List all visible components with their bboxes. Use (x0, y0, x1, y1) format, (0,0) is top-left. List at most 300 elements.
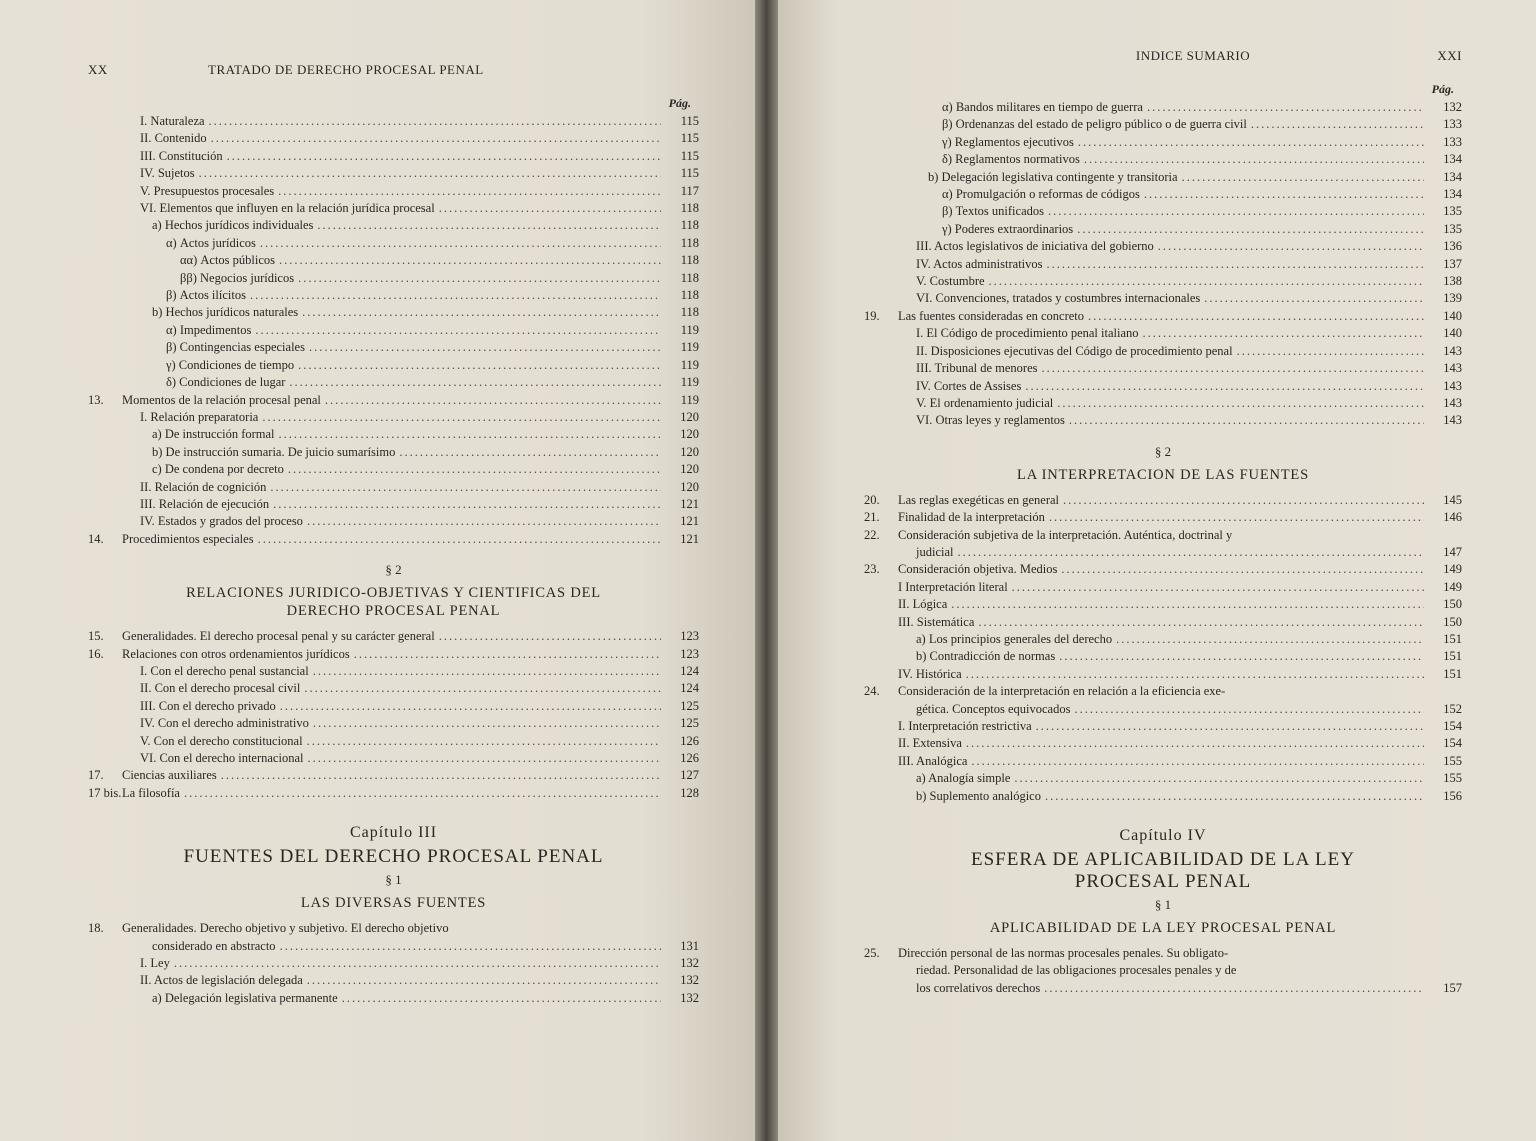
entry-text: β) Ordenanzas del estado de peligro público o de guerra civil (942, 117, 1247, 132)
toc-entry (864, 116, 1462, 133)
entry-text: I. Ley (140, 956, 170, 971)
entry-number: 18. (88, 921, 104, 936)
dot-leader (1042, 360, 1424, 377)
entry-page-number: 119 (680, 375, 699, 390)
toc-entry (864, 561, 1462, 578)
dot-leader (279, 252, 661, 269)
toc-entry (864, 325, 1462, 342)
entry-page-number: 118 (680, 305, 699, 320)
entry-text: riedad. Personalidad de las obligaciones procesales penales y de (916, 963, 1237, 978)
toc-entry (88, 252, 699, 269)
dot-leader (280, 698, 661, 715)
dot-leader (439, 200, 661, 217)
toc-entry (88, 217, 699, 234)
toc-entry (864, 256, 1462, 273)
dot-leader (304, 680, 661, 697)
entry-page-number: 123 (680, 629, 699, 644)
entry-text: Momentos de la relación procesal penal (122, 392, 321, 407)
entry-text: III. Analógica (898, 753, 968, 768)
toc-entry (864, 683, 1462, 700)
toc-entry (88, 646, 699, 663)
entry-page-number: 149 (1443, 562, 1462, 577)
dot-leader (325, 392, 661, 409)
dot-leader (289, 374, 661, 391)
right-section1-title: APLICABILIDAD DE LA LEY PROCESAL PENAL (989, 920, 1337, 937)
dot-leader (307, 750, 661, 767)
left-section2-title-line1: RELACIONES JURIDICO-OBJETIVAS Y CIENTIFICAS DEL (186, 585, 601, 602)
entry-page-number: 151 (1443, 649, 1462, 664)
dot-leader (1084, 151, 1424, 168)
entry-text: VI. Elementos que influyen en la relación jurídica procesal (140, 201, 435, 216)
entry-page-number: 118 (680, 288, 699, 303)
dot-leader (298, 357, 661, 374)
dot-leader (317, 217, 661, 234)
toc-entry (88, 426, 699, 443)
dot-leader (313, 715, 661, 732)
dot-leader (288, 461, 661, 478)
left-chapter-label: Capítulo III (349, 824, 438, 842)
dot-leader (258, 531, 661, 548)
toc-entry (88, 990, 699, 1007)
entry-page-number: 133 (1443, 134, 1462, 149)
left-page (0, 0, 755, 1141)
toc-entry (88, 496, 699, 513)
entry-text: II. Extensiva (898, 736, 962, 751)
entry-page-number: 151 (1443, 666, 1462, 681)
entry-text: II. Relación de cognición (140, 479, 267, 494)
entry-page-number: 150 (1443, 597, 1462, 612)
entry-text: III. Tribunal de menores (916, 361, 1038, 376)
dot-leader (1048, 203, 1424, 220)
entry-page-number: 138 (1443, 274, 1462, 289)
entry-text: I. Naturaleza (140, 114, 205, 128)
dot-leader (1077, 221, 1424, 238)
dot-leader (1012, 579, 1424, 596)
entry-text: δ) Reglamentos normativos (942, 152, 1080, 167)
toc-entry (88, 972, 699, 989)
dot-leader (307, 733, 661, 750)
entry-text: IV. Histórica (898, 666, 962, 681)
dot-leader (399, 444, 661, 461)
entry-page-number: 132 (680, 990, 699, 1005)
toc-entry (88, 698, 699, 715)
entry-page-number: 135 (1443, 221, 1462, 236)
dot-leader (184, 785, 661, 802)
dot-leader (279, 426, 661, 443)
entry-text: Relaciones con otros ordenamientos jurídicos (122, 646, 350, 661)
entry-text: III. Constitución (140, 148, 223, 163)
entry-page-number: 127 (680, 768, 699, 783)
toc-entry (88, 767, 699, 784)
right-chapter-title-line2: PROCESAL PENAL (1074, 871, 1252, 893)
dot-leader (1049, 509, 1424, 526)
right-entries-mid (864, 492, 1462, 805)
toc-entry (88, 513, 699, 530)
entry-text: VI. Con el derecho internacional (140, 751, 304, 765)
entry-text: a) Los principios generales del derecho (916, 631, 1113, 646)
entry-text: VI. Convenciones, tratados y costumbres internacionales (916, 291, 1201, 306)
entry-page-number: 140 (1443, 326, 1462, 341)
entry-text: b) Delegación legislativa contingente y transitoria (928, 169, 1178, 184)
entry-text: c) De condena por decreto (152, 462, 284, 477)
toc-entry (864, 134, 1462, 151)
left-header (88, 62, 699, 78)
entry-page-number: 134 (1443, 152, 1462, 167)
toc-entry (864, 666, 1462, 683)
toc-entry (88, 715, 699, 732)
entry-text: Generalidades. Derecho objetivo y subjetivo. El derecho objetivo (122, 921, 449, 936)
entry-page-number: 143 (1443, 413, 1462, 428)
entry-page-number: 143 (1443, 378, 1462, 393)
dot-leader (1088, 308, 1424, 325)
entry-page-number: 120 (680, 427, 699, 442)
toc-entry (88, 785, 699, 802)
toc-entry (864, 579, 1462, 596)
toc-entry (88, 750, 699, 767)
dot-leader (1063, 492, 1424, 509)
entry-page-number: 149 (1443, 579, 1462, 594)
left-entries-bottom (88, 938, 699, 1008)
dot-leader (302, 304, 661, 321)
entry-text: II. Actos de legislación delegada (140, 973, 303, 988)
entry-text: III. Sistemática (898, 614, 975, 629)
entry-text: III. Con el derecho privado (140, 698, 276, 713)
entry-text: β) Textos unificados (942, 204, 1044, 219)
toc-entry (88, 680, 699, 697)
entry-text: Ciencias auxiliares (122, 768, 217, 783)
dot-leader (221, 767, 661, 784)
entry-number: 15. (88, 629, 104, 644)
entry-page-number: 128 (680, 785, 699, 800)
entry-page-number: 121 (680, 531, 699, 546)
right-pag-label: Pág. (1431, 82, 1454, 96)
entry-page-number: 155 (1443, 753, 1462, 768)
entry-number: 25. (864, 946, 880, 961)
entry-text: V. Presupuestos procesales (140, 183, 275, 198)
entry-page-number: 154 (1443, 736, 1462, 751)
entry-number: 19. (864, 308, 880, 323)
dot-leader (270, 479, 661, 496)
toc-entry (88, 339, 699, 356)
entry-number: 24. (864, 684, 880, 699)
entry-page-number: 119 (680, 322, 699, 337)
left-section2-title (88, 584, 699, 620)
entry-text: a) Hechos jurídicos individuales (152, 218, 314, 233)
dot-leader (1147, 99, 1424, 116)
toc-entry (864, 343, 1462, 360)
left-section2-mark: § 2 (385, 562, 402, 578)
entry-text: ββ) Negocios jurídicos (180, 270, 295, 285)
entry-page-number: 119 (680, 392, 699, 407)
dot-leader (1044, 980, 1424, 997)
entry-number: 20. (864, 492, 880, 507)
left-pag-label: Pág. (668, 96, 691, 110)
dot-leader (309, 339, 661, 356)
left-section1-mark: § 1 (385, 872, 402, 888)
entry-page-number: 150 (1443, 614, 1462, 629)
dot-leader (1144, 186, 1424, 203)
entry-text: a) Analogía simple (916, 771, 1011, 786)
entry-page-number: 118 (680, 218, 699, 233)
entry-page-number: 156 (1443, 788, 1462, 803)
entry-page-number: 134 (1443, 169, 1462, 184)
entry-text: II. Lógica (898, 597, 948, 612)
left-page-number: XX (88, 62, 108, 77)
toc-entry (864, 221, 1462, 238)
entry-text: β) Contingencias especiales (166, 340, 305, 355)
entry-text: Las fuentes consideradas en concreto (898, 308, 1085, 323)
entry-page-number: 147 (1443, 544, 1462, 559)
entry-page-number: 143 (1443, 343, 1462, 358)
toc-entry (88, 270, 699, 287)
toc-entry (864, 631, 1462, 648)
toc-entry (864, 614, 1462, 631)
entry-page-number: 132 (1443, 100, 1462, 114)
dot-leader (1158, 238, 1424, 255)
dot-leader (199, 165, 661, 182)
entry-text: γ) Condiciones de tiempo (166, 357, 295, 372)
entry-page-number: 115 (680, 166, 699, 181)
entry-text: γ) Poderes extraordinarios (942, 221, 1074, 236)
entry-number: 14. (88, 531, 104, 546)
entry-text: b) Hechos jurídicos naturales (152, 305, 299, 320)
toc-entry (88, 461, 699, 478)
toc-entry (864, 186, 1462, 203)
toc-entry (864, 169, 1462, 186)
entry-page-number: 132 (680, 973, 699, 988)
dot-leader (439, 628, 661, 645)
dot-leader (209, 113, 661, 130)
dot-leader (1204, 290, 1424, 307)
entry-page-number: 140 (1443, 308, 1462, 323)
dot-leader (1069, 412, 1424, 429)
toc-entry (88, 531, 699, 548)
entry-page-number: 126 (680, 733, 699, 748)
entry-text: a) De instrucción formal (152, 427, 275, 442)
entry-text: considerado en abstracto (152, 938, 276, 953)
right-header (864, 48, 1462, 64)
toc-entry (864, 527, 1462, 544)
entry-text: V. Costumbre (916, 274, 985, 289)
dot-leader (951, 596, 1424, 613)
entry-page-number: 123 (680, 646, 699, 661)
left-section2-title-line2: DERECHO PROCESAL PENAL (286, 603, 501, 620)
entry-text: αα) Actos públicos (180, 253, 276, 268)
toc-entry (864, 412, 1462, 429)
entry-page-number: 154 (1443, 719, 1462, 733)
right-section1-mark: § 1 (1154, 897, 1172, 913)
entry-text: IV. Sujetos (140, 166, 195, 181)
entry-text: I. Relación preparatoria (140, 409, 259, 424)
entry-page-number: 117 (680, 183, 699, 198)
dot-leader (1036, 718, 1424, 735)
dot-leader (280, 938, 661, 955)
entry-text: IV. Estados y grados del proceso (140, 514, 303, 529)
toc-entry (88, 235, 699, 252)
toc-entry (88, 444, 699, 461)
dot-leader (966, 666, 1424, 683)
entry-number: 17 bis. (88, 785, 122, 800)
entry-page-number: 126 (680, 751, 699, 765)
toc-entry (88, 955, 699, 972)
left-entry-18-line1 (88, 920, 699, 937)
toc-entry (864, 395, 1462, 412)
toc-entry (864, 753, 1462, 770)
entry-page-number: 120 (680, 462, 699, 477)
toc-entry (88, 628, 699, 645)
entry-page-number: 115 (680, 131, 699, 146)
entry-text: I Interpretación literal (898, 579, 1008, 594)
dot-leader (313, 663, 661, 680)
dot-leader (1057, 395, 1424, 412)
entry-text: γ) Reglamentos ejecutivos (942, 134, 1074, 149)
entry-number: 22. (864, 527, 880, 542)
entry-text: V. El ordenamiento judicial (916, 395, 1054, 410)
toc-entry (88, 322, 699, 339)
toc-entry (88, 479, 699, 496)
toc-entry (864, 360, 1462, 377)
entry-page-number: 157 (1443, 980, 1462, 995)
right-chapter-title (864, 849, 1462, 893)
dot-leader (354, 646, 661, 663)
toc-entry (864, 648, 1462, 665)
entry-text: judicial (916, 544, 954, 559)
entry-page-number: 118 (680, 270, 699, 285)
entry-page-number: 124 (680, 663, 699, 678)
right-chapter-label: Capítulo IV (1119, 827, 1207, 845)
entry-page-number: 118 (680, 201, 699, 216)
toc-entry (864, 770, 1462, 787)
dot-leader (255, 322, 661, 339)
dot-leader (1237, 343, 1424, 360)
dot-leader (1251, 116, 1424, 133)
toc-entry (864, 596, 1462, 613)
entry-text: IV. Actos administrativos (916, 256, 1043, 271)
toc-entry (864, 980, 1462, 997)
entry-page-number: 137 (1443, 256, 1462, 271)
dot-leader (1059, 648, 1424, 665)
right-entries-top (864, 99, 1462, 430)
toc-entry (864, 735, 1462, 752)
dot-leader (1182, 169, 1424, 186)
toc-entry (864, 290, 1462, 307)
dot-leader (1143, 325, 1424, 342)
entry-text: δ) Condiciones de lugar (166, 375, 286, 390)
entry-text: IV. Con el derecho administrativo (140, 716, 309, 731)
entry-page-number: 119 (680, 357, 699, 372)
entry-text: III. Relación de ejecución (140, 496, 270, 511)
right-section2-title: LA INTERPRETACION DE LAS FUENTES (1017, 466, 1309, 483)
entry-text: Las reglas exegéticas en general (898, 492, 1060, 507)
toc-entry (864, 151, 1462, 168)
dot-leader (174, 955, 661, 972)
entry-number: 23. (864, 562, 880, 577)
toc-entry (864, 509, 1462, 526)
entry-text: II. Con el derecho procesal civil (140, 681, 301, 696)
toc-entry (864, 203, 1462, 220)
dot-leader (250, 287, 661, 304)
toc-entry (88, 304, 699, 321)
entry-page-number: 119 (680, 340, 699, 355)
entry-page-number: 125 (680, 698, 699, 713)
entry-page-number: 121 (680, 514, 699, 529)
toc-entry (864, 492, 1462, 509)
entry-text: II. Disposiciones ejecutivas del Código de procedimiento penal (916, 343, 1233, 358)
entry-text: V. Con el derecho constitucional (140, 733, 303, 748)
right-chapter-title-line1: ESFERA DE APLICABILIDAD DE LA LEY (971, 849, 1355, 871)
dot-leader (971, 753, 1424, 770)
toc-entry (864, 544, 1462, 561)
entry-text: Procedimientos especiales (122, 531, 254, 546)
toc-entry (88, 113, 699, 130)
left-entries-mid (88, 628, 699, 802)
entry-page-number: 131 (680, 938, 699, 953)
entry-page-number: 136 (1443, 239, 1462, 254)
entry-page-number: 115 (680, 114, 699, 128)
dot-leader (989, 273, 1424, 290)
dot-leader (1025, 378, 1424, 395)
entry-page-number: 120 (680, 444, 699, 459)
entry-text: α) Actos jurídicos (166, 235, 256, 250)
entry-number: 13. (88, 392, 104, 407)
entry-text: β) Actos ilícitos (166, 288, 246, 303)
toc-entry (88, 733, 699, 750)
entry-page-number: 145 (1443, 492, 1462, 507)
entry-page-number: 152 (1443, 701, 1462, 716)
dot-leader (1047, 256, 1424, 273)
right-running-title: INDICE SUMARIO (1135, 48, 1251, 63)
book-gutter (755, 0, 778, 1141)
entry-text: b) Suplemento analógico (916, 788, 1041, 803)
entry-page-number: 118 (680, 235, 699, 250)
entry-text: Consideración de la interpretación en relación a la eficiencia exe- (898, 684, 1226, 699)
toc-entry (864, 273, 1462, 290)
entry-page-number: 121 (680, 496, 699, 511)
entry-text: b) Contradicción de normas (916, 649, 1056, 664)
entry-page-number: 143 (1443, 361, 1462, 376)
right-page (778, 0, 1536, 1141)
toc-entry (88, 200, 699, 217)
entry-text: gética. Conceptos equivocados (916, 701, 1071, 716)
entry-page-number: 120 (680, 409, 699, 424)
entry-number: 21. (864, 510, 880, 525)
dot-leader (211, 130, 661, 147)
entry-text: los correlativos derechos (916, 980, 1041, 995)
toc-entry (88, 183, 699, 200)
entry-page-number: 139 (1443, 291, 1462, 306)
entry-number: 16. (88, 646, 104, 661)
right-section2-mark: § 2 (1154, 443, 1172, 459)
entry-text: Consideración subjetiva de la interpretación. Auténtica, doctrinal y (898, 527, 1233, 542)
entry-text: II. Contenido (140, 131, 207, 146)
toc-entry (864, 718, 1462, 735)
entry-text: b) De instrucción sumaria. De juicio sumarísimo (152, 444, 396, 459)
dot-leader (978, 614, 1424, 631)
entry-page-number: 118 (680, 253, 699, 268)
toc-entry (88, 357, 699, 374)
toc-entry (88, 663, 699, 680)
entry-text: I. El Código de procedimiento penal italiano (916, 326, 1139, 341)
entry-text: I. Interpretación restrictiva (898, 719, 1032, 733)
toc-entry (88, 938, 699, 955)
dot-leader (278, 183, 661, 200)
dot-leader (262, 409, 661, 426)
entry-text: α) Impedimentos (166, 322, 252, 337)
entry-page-number: 125 (680, 716, 699, 731)
dot-leader (1061, 561, 1424, 578)
entry-page-number: 146 (1443, 510, 1462, 525)
dot-leader (298, 270, 661, 287)
